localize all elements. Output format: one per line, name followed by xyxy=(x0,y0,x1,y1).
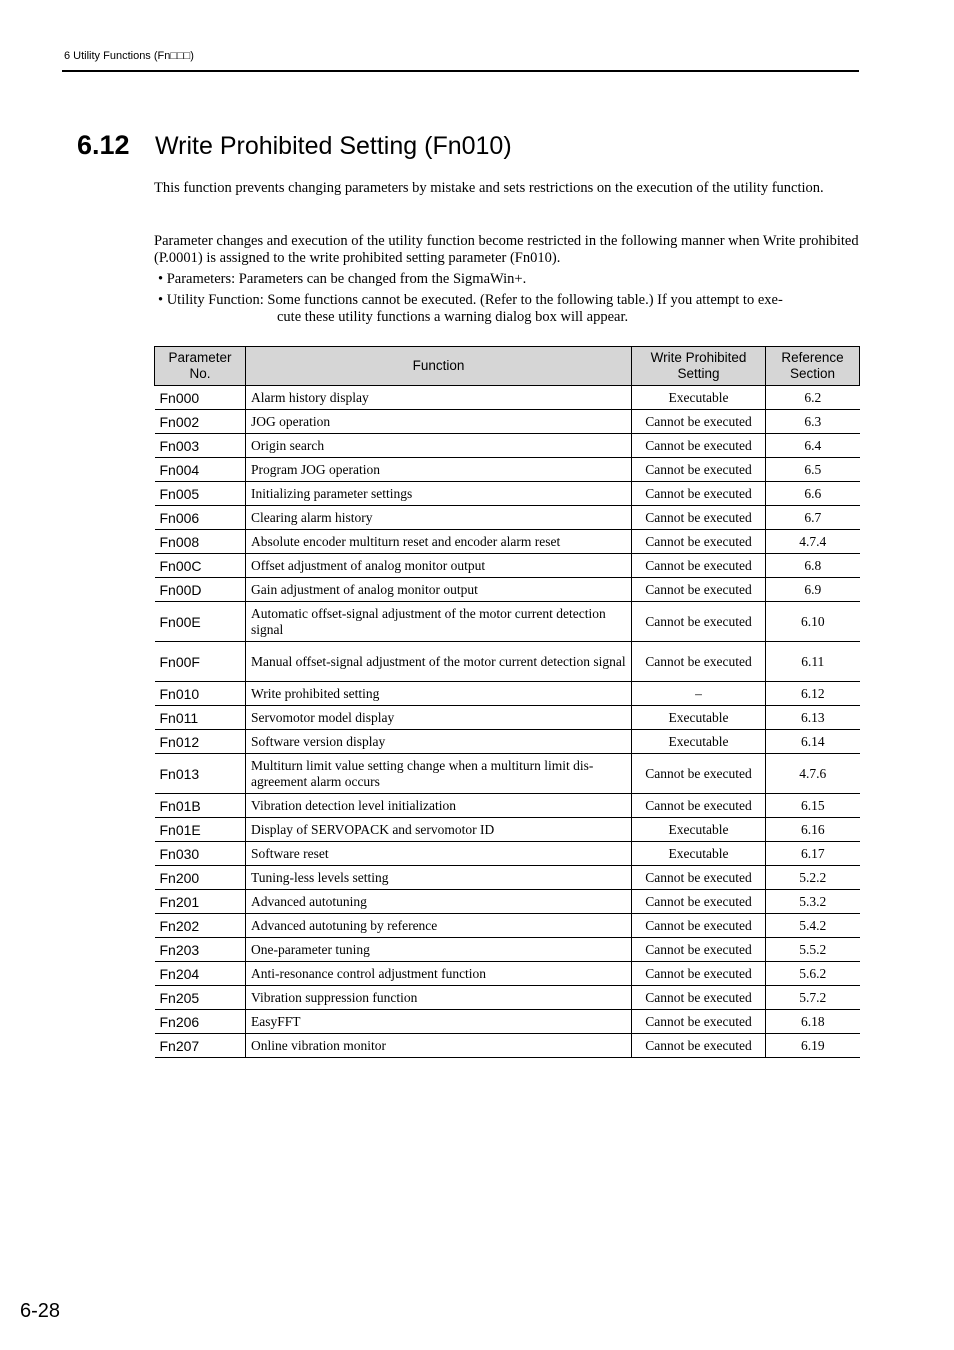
parameter-no-cell: Fn00E xyxy=(155,602,246,642)
table-body xyxy=(155,386,860,1058)
reference-section-cell: 5.6.2 xyxy=(766,962,860,986)
function-cell: Anti-resonance control adjustment function xyxy=(246,962,632,986)
table-row xyxy=(155,842,860,866)
parameter-no-cell: Fn00C xyxy=(155,554,246,578)
function-cell: Servomotor model display xyxy=(246,706,632,730)
reference-section-cell: 6.16 xyxy=(766,818,860,842)
utility-bullet-line2: cute these utility functions a warning dialog box will appear. xyxy=(277,309,629,325)
page-number: 6-28 xyxy=(20,1300,61,1322)
reference-section-cell: 6.10 xyxy=(766,602,860,642)
parameter-no-cell: Fn01E xyxy=(155,818,246,842)
function-cell: Manual offset-signal adjustment of the motor current detection signal xyxy=(246,642,632,682)
table-row xyxy=(155,434,860,458)
write-prohibited-cell: Executable xyxy=(632,818,766,842)
reference-section-cell: 6.18 xyxy=(766,1010,860,1034)
table-row xyxy=(155,682,860,706)
parameter-no-cell: Fn003 xyxy=(155,434,246,458)
write-prohibited-cell: Cannot be executed xyxy=(632,410,766,434)
table-row xyxy=(155,730,860,754)
parameter-no-cell: Fn207 xyxy=(155,1034,246,1058)
parameter-no-cell: Fn006 xyxy=(155,506,246,530)
parameter-no-cell: Fn011 xyxy=(155,706,246,730)
function-cell: Advanced autotuning xyxy=(246,890,632,914)
parameter-no-cell: Fn204 xyxy=(155,962,246,986)
function-cell: One-parameter tuning xyxy=(246,938,632,962)
header-reference-section: Reference Section xyxy=(766,347,860,386)
write-prohibited-cell: Cannot be executed xyxy=(632,1034,766,1058)
intro-paragraph: This function prevents changing parameters by mistake and sets restrictions on the execution of the utility function. xyxy=(154,180,824,196)
parameter-no-cell: Fn013 xyxy=(155,754,246,794)
write-prohibited-cell: Cannot be executed xyxy=(632,986,766,1010)
function-cell: Alarm history display xyxy=(246,386,632,410)
parameter-no-cell: Fn005 xyxy=(155,482,246,506)
write-prohibited-cell: Cannot be executed xyxy=(632,642,766,682)
write-prohibited-cell: Executable xyxy=(632,706,766,730)
reference-section-cell: 6.9 xyxy=(766,578,860,602)
parameter-no-cell: Fn200 xyxy=(155,866,246,890)
function-cell: Absolute encoder multiturn reset and encoder alarm reset xyxy=(246,530,632,554)
reference-section-cell: 6.5 xyxy=(766,458,860,482)
utility-bullet-line1: • Utility Function: Some functions cannot be executed. (Refer to the following table.) If you attempt to exe- xyxy=(158,292,783,308)
parameter-no-cell: Fn002 xyxy=(155,410,246,434)
parameter-no-cell: Fn004 xyxy=(155,458,246,482)
function-cell: EasyFFT xyxy=(246,1010,632,1034)
table-row xyxy=(155,482,860,506)
write-prohibited-cell: Cannot be executed xyxy=(632,554,766,578)
function-cell: Clearing alarm history xyxy=(246,506,632,530)
function-cell: Vibration detection level initialization xyxy=(246,794,632,818)
reference-section-cell: 5.3.2 xyxy=(766,890,860,914)
table-row xyxy=(155,410,860,434)
table-row xyxy=(155,554,860,578)
parameter-no-cell: Fn203 xyxy=(155,938,246,962)
parameter-no-cell: Fn030 xyxy=(155,842,246,866)
header-write-prohibited-setting: Write Prohibited Setting xyxy=(632,347,766,386)
table-row xyxy=(155,386,860,410)
write-prohibited-cell: Cannot be executed xyxy=(632,1010,766,1034)
reference-section-cell: 6.7 xyxy=(766,506,860,530)
table-row xyxy=(155,962,860,986)
header-divider xyxy=(62,70,859,72)
write-prohibited-cell: Cannot be executed xyxy=(632,754,766,794)
table-row xyxy=(155,866,860,890)
write-prohibited-cell: Cannot be executed xyxy=(632,458,766,482)
table-row xyxy=(155,818,860,842)
write-prohibited-cell: Executable xyxy=(632,386,766,410)
restriction-paragraph: Parameter changes and execution of the utility function become restricted in the following manner when Write prohibited (P.0001) is assigned to the write prohibited setting parameter (Fn010). xyxy=(154,233,859,266)
write-prohibited-cell: Cannot be executed xyxy=(632,482,766,506)
function-cell: Program JOG operation xyxy=(246,458,632,482)
function-cell: JOG operation xyxy=(246,410,632,434)
reference-section-cell: 5.2.2 xyxy=(766,866,860,890)
write-prohibited-cell: Cannot be executed xyxy=(632,866,766,890)
reference-section-cell: 6.6 xyxy=(766,482,860,506)
reference-section-cell: 6.14 xyxy=(766,730,860,754)
write-prohibited-cell: Cannot be executed xyxy=(632,434,766,458)
table-row xyxy=(155,914,860,938)
function-cell: Initializing parameter settings xyxy=(246,482,632,506)
write-prohibited-cell: Cannot be executed xyxy=(632,914,766,938)
parameter-no-cell: Fn000 xyxy=(155,386,246,410)
function-cell: Online vibration monitor xyxy=(246,1034,632,1058)
write-prohibited-cell: – xyxy=(632,682,766,706)
write-prohibited-cell: Cannot be executed xyxy=(632,962,766,986)
write-prohibited-cell: Cannot be executed xyxy=(632,602,766,642)
table-row xyxy=(155,1010,860,1034)
function-cell: Gain adjustment of analog monitor output xyxy=(246,578,632,602)
table-row xyxy=(155,794,860,818)
table-row xyxy=(155,578,860,602)
reference-section-cell: 6.11 xyxy=(766,642,860,682)
reference-section-cell: 5.4.2 xyxy=(766,914,860,938)
write-prohibited-cell: Executable xyxy=(632,730,766,754)
reference-section-cell: 6.19 xyxy=(766,1034,860,1058)
table-row xyxy=(155,506,860,530)
table-row xyxy=(155,642,860,682)
table-row xyxy=(155,890,860,914)
reference-section-cell: 6.12 xyxy=(766,682,860,706)
table-row xyxy=(155,458,860,482)
parameter-no-cell: Fn206 xyxy=(155,1010,246,1034)
write-prohibited-cell: Cannot be executed xyxy=(632,506,766,530)
function-cell: Software reset xyxy=(246,842,632,866)
parameter-no-cell: Fn00F xyxy=(155,642,246,682)
section-heading xyxy=(77,130,512,161)
write-prohibited-cell: Executable xyxy=(632,842,766,866)
function-cell: Write prohibited setting xyxy=(246,682,632,706)
function-cell: Display of SERVOPACK and servomotor ID xyxy=(246,818,632,842)
write-prohibited-cell: Cannot be executed xyxy=(632,794,766,818)
reference-section-cell: 4.7.6 xyxy=(766,754,860,794)
reference-section-cell: 6.2 xyxy=(766,386,860,410)
parameter-no-cell: Fn00D xyxy=(155,578,246,602)
header-parameter-no: Parameter No. xyxy=(155,347,246,386)
section-title: Write Prohibited Setting (Fn010) xyxy=(155,132,512,160)
parameter-no-cell: Fn010 xyxy=(155,682,246,706)
write-prohibited-cell: Cannot be executed xyxy=(632,938,766,962)
parameter-no-cell: Fn01B xyxy=(155,794,246,818)
parameter-no-cell: Fn008 xyxy=(155,530,246,554)
table-row xyxy=(155,754,860,794)
function-cell: Multiturn limit value setting change when a multiturn limit dis-agreement alarm occurs xyxy=(246,754,632,794)
table-row xyxy=(155,602,860,642)
parameter-no-cell: Fn205 xyxy=(155,986,246,1010)
function-cell: Advanced autotuning by reference xyxy=(246,914,632,938)
write-prohibited-cell: Cannot be executed xyxy=(632,890,766,914)
reference-section-cell: 6.15 xyxy=(766,794,860,818)
table-row xyxy=(155,1034,860,1058)
function-cell: Offset adjustment of analog monitor output xyxy=(246,554,632,578)
write-prohibited-cell: Cannot be executed xyxy=(632,530,766,554)
header-function: Function xyxy=(246,347,632,386)
parameter-no-cell: Fn202 xyxy=(155,914,246,938)
function-cell: Tuning-less levels setting xyxy=(246,866,632,890)
function-cell: Origin search xyxy=(246,434,632,458)
reference-section-cell: 6.4 xyxy=(766,434,860,458)
reference-section-cell: 6.17 xyxy=(766,842,860,866)
table-row xyxy=(155,986,860,1010)
table-row xyxy=(155,530,860,554)
table-row xyxy=(155,706,860,730)
table-row xyxy=(155,938,860,962)
function-cell: Vibration suppression function xyxy=(246,986,632,1010)
running-header: 6 Utility Functions (Fn□□□) xyxy=(64,50,194,62)
table-header-row xyxy=(155,347,860,386)
reference-section-cell: 6.3 xyxy=(766,410,860,434)
parameters-bullet: • Parameters: Parameters can be changed from the SigmaWin+. xyxy=(158,271,527,287)
reference-section-cell: 6.13 xyxy=(766,706,860,730)
utility-function-bullet xyxy=(158,292,858,326)
function-cell: Software version display xyxy=(246,730,632,754)
section-number: 6.12 xyxy=(77,130,130,160)
utility-function-table xyxy=(154,346,860,1058)
reference-section-cell: 5.7.2 xyxy=(766,986,860,1010)
reference-section-cell: 6.8 xyxy=(766,554,860,578)
parameter-no-cell: Fn012 xyxy=(155,730,246,754)
function-cell: Automatic offset-signal adjustment of the motor current detection signal xyxy=(246,602,632,642)
parameter-no-cell: Fn201 xyxy=(155,890,246,914)
write-prohibited-cell: Cannot be executed xyxy=(632,578,766,602)
reference-section-cell: 5.5.2 xyxy=(766,938,860,962)
reference-section-cell: 4.7.4 xyxy=(766,530,860,554)
